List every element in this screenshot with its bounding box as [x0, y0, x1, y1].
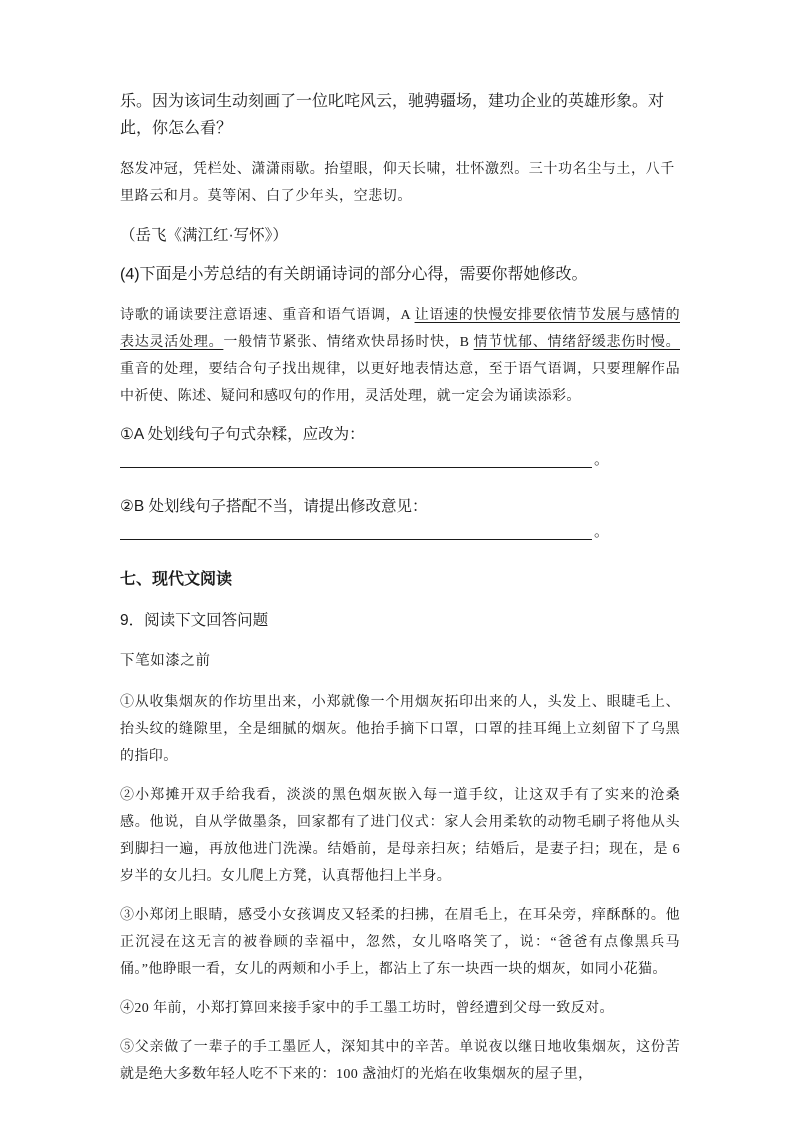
sub-question-a: ①A 处划线句子句式杂糅，应改为：: [120, 426, 365, 443]
article-paragraph: ①从收集烟灰的作坊里出来，小郑就像一个用烟灰拓印出来的人，头发上、眼睫毛上、抬头纹的缝隙里，全是细腻的烟灰。他抬手摘下口罩，口罩的挂耳绳上立刻留下了乌黑的指印。: [120, 695, 680, 764]
answer-line-b[interactable]: [120, 523, 592, 540]
question-4-prompt: (4)下面是小芳总结的有关朗诵诗词的部分心得，需要你帮她修改。: [120, 266, 588, 283]
article-paragraph: ②小郑摊开双手给我看，淡淡的黑色烟灰嵌入每一道手纹，让这双手有了实来的沧桑感。他说，自从学做墨条，回家都有了进门仪式：家人会用柔软的动物毛刷子将他从头到脚扫一遍，再放他进门洗澡。结婚前，是母亲扫灰；结婚后，是妻子扫；现在，是 6 岁半的女儿扫。女儿爬上方凳，认真帮他扫上半身。: [120, 788, 680, 884]
document-content: [120, 88, 680, 1100]
poem-source: （岳飞《满江红·写怀》）: [120, 227, 288, 244]
article-paragraph: ⑤父亲做了一辈子的手工墨匠人，深知其中的辛苦。单说夜以继日地收集烟灰，这份苦就是绝大多数年轻人吃不下来的：100 盏油灯的光焰在收集烟灰的屋子里，: [120, 1040, 680, 1082]
answer-blank-b[interactable]: [120, 520, 680, 540]
article-paragraph: ③小郑闭上眼睛，感受小女孩调皮又轻柔的扫拂，在眉毛上，在耳朵旁，痒酥酥的。他正沉浸在这无言的被眷顾的幸福中，忽然，女儿咯咯笑了，说：“爸爸有点像黑兵马俑。”他睁眼一看，女儿的两颊和小手上，都沾上了东一块西一块的烟灰，如同小花猫。: [120, 908, 680, 977]
notes-part-3: 重音的处理，要结合句子找出规律，以更好地表情达意，至于语气语调，只要理解作品中祈使、陈述、疑问和感叹句的作用，灵活处理，就一定会为诵读添彩。: [120, 362, 680, 404]
notes-part-2: 一般情节紧张、情绪欢快昂扬时快，B: [223, 335, 474, 350]
reading-notes: [120, 302, 680, 410]
notes-part-1: 诗歌的诵读要注意语速、重音和语气语调，A: [120, 308, 415, 323]
underlined-sentence-b: 情节忧郁、情绪舒缓悲伤时慢。: [473, 335, 680, 350]
answer-end-mark-b: 。: [594, 523, 610, 540]
section-title: 七、现代文阅读: [120, 571, 233, 588]
question-intro: 乐。因为该词生动刻画了一位叱咤风云，驰骋疆场，建功企业的英雄形象。对此，你怎么看？: [120, 93, 665, 137]
poem-text: 怒发冲冠，凭栏处、潇潇雨歇。抬望眼，仰天长啸，壮怀激烈。三十功名尘与土，八千里路云和月。莫等闲、白了少年头，空悲切。: [120, 162, 675, 204]
answer-end-mark-a: 。: [594, 451, 610, 468]
answer-line-a[interactable]: [120, 451, 592, 468]
article-paragraph: ④20 年前，小郑打算回来接手家中的手工墨工坊时，曾经遭到父母一致反对。: [120, 1001, 614, 1016]
sub-question-b: ②B 处划线句子搭配不当，请提出修改意见：: [120, 498, 428, 515]
underlined-sentence-a: 让语速的快慢安排要依情节发展与感情的表达灵活处理。: [120, 308, 680, 350]
question-9-prompt: 9．阅读下文回答问题: [120, 612, 269, 629]
article-title: 下笔如漆之前: [120, 653, 211, 669]
answer-blank-a[interactable]: [120, 448, 680, 468]
